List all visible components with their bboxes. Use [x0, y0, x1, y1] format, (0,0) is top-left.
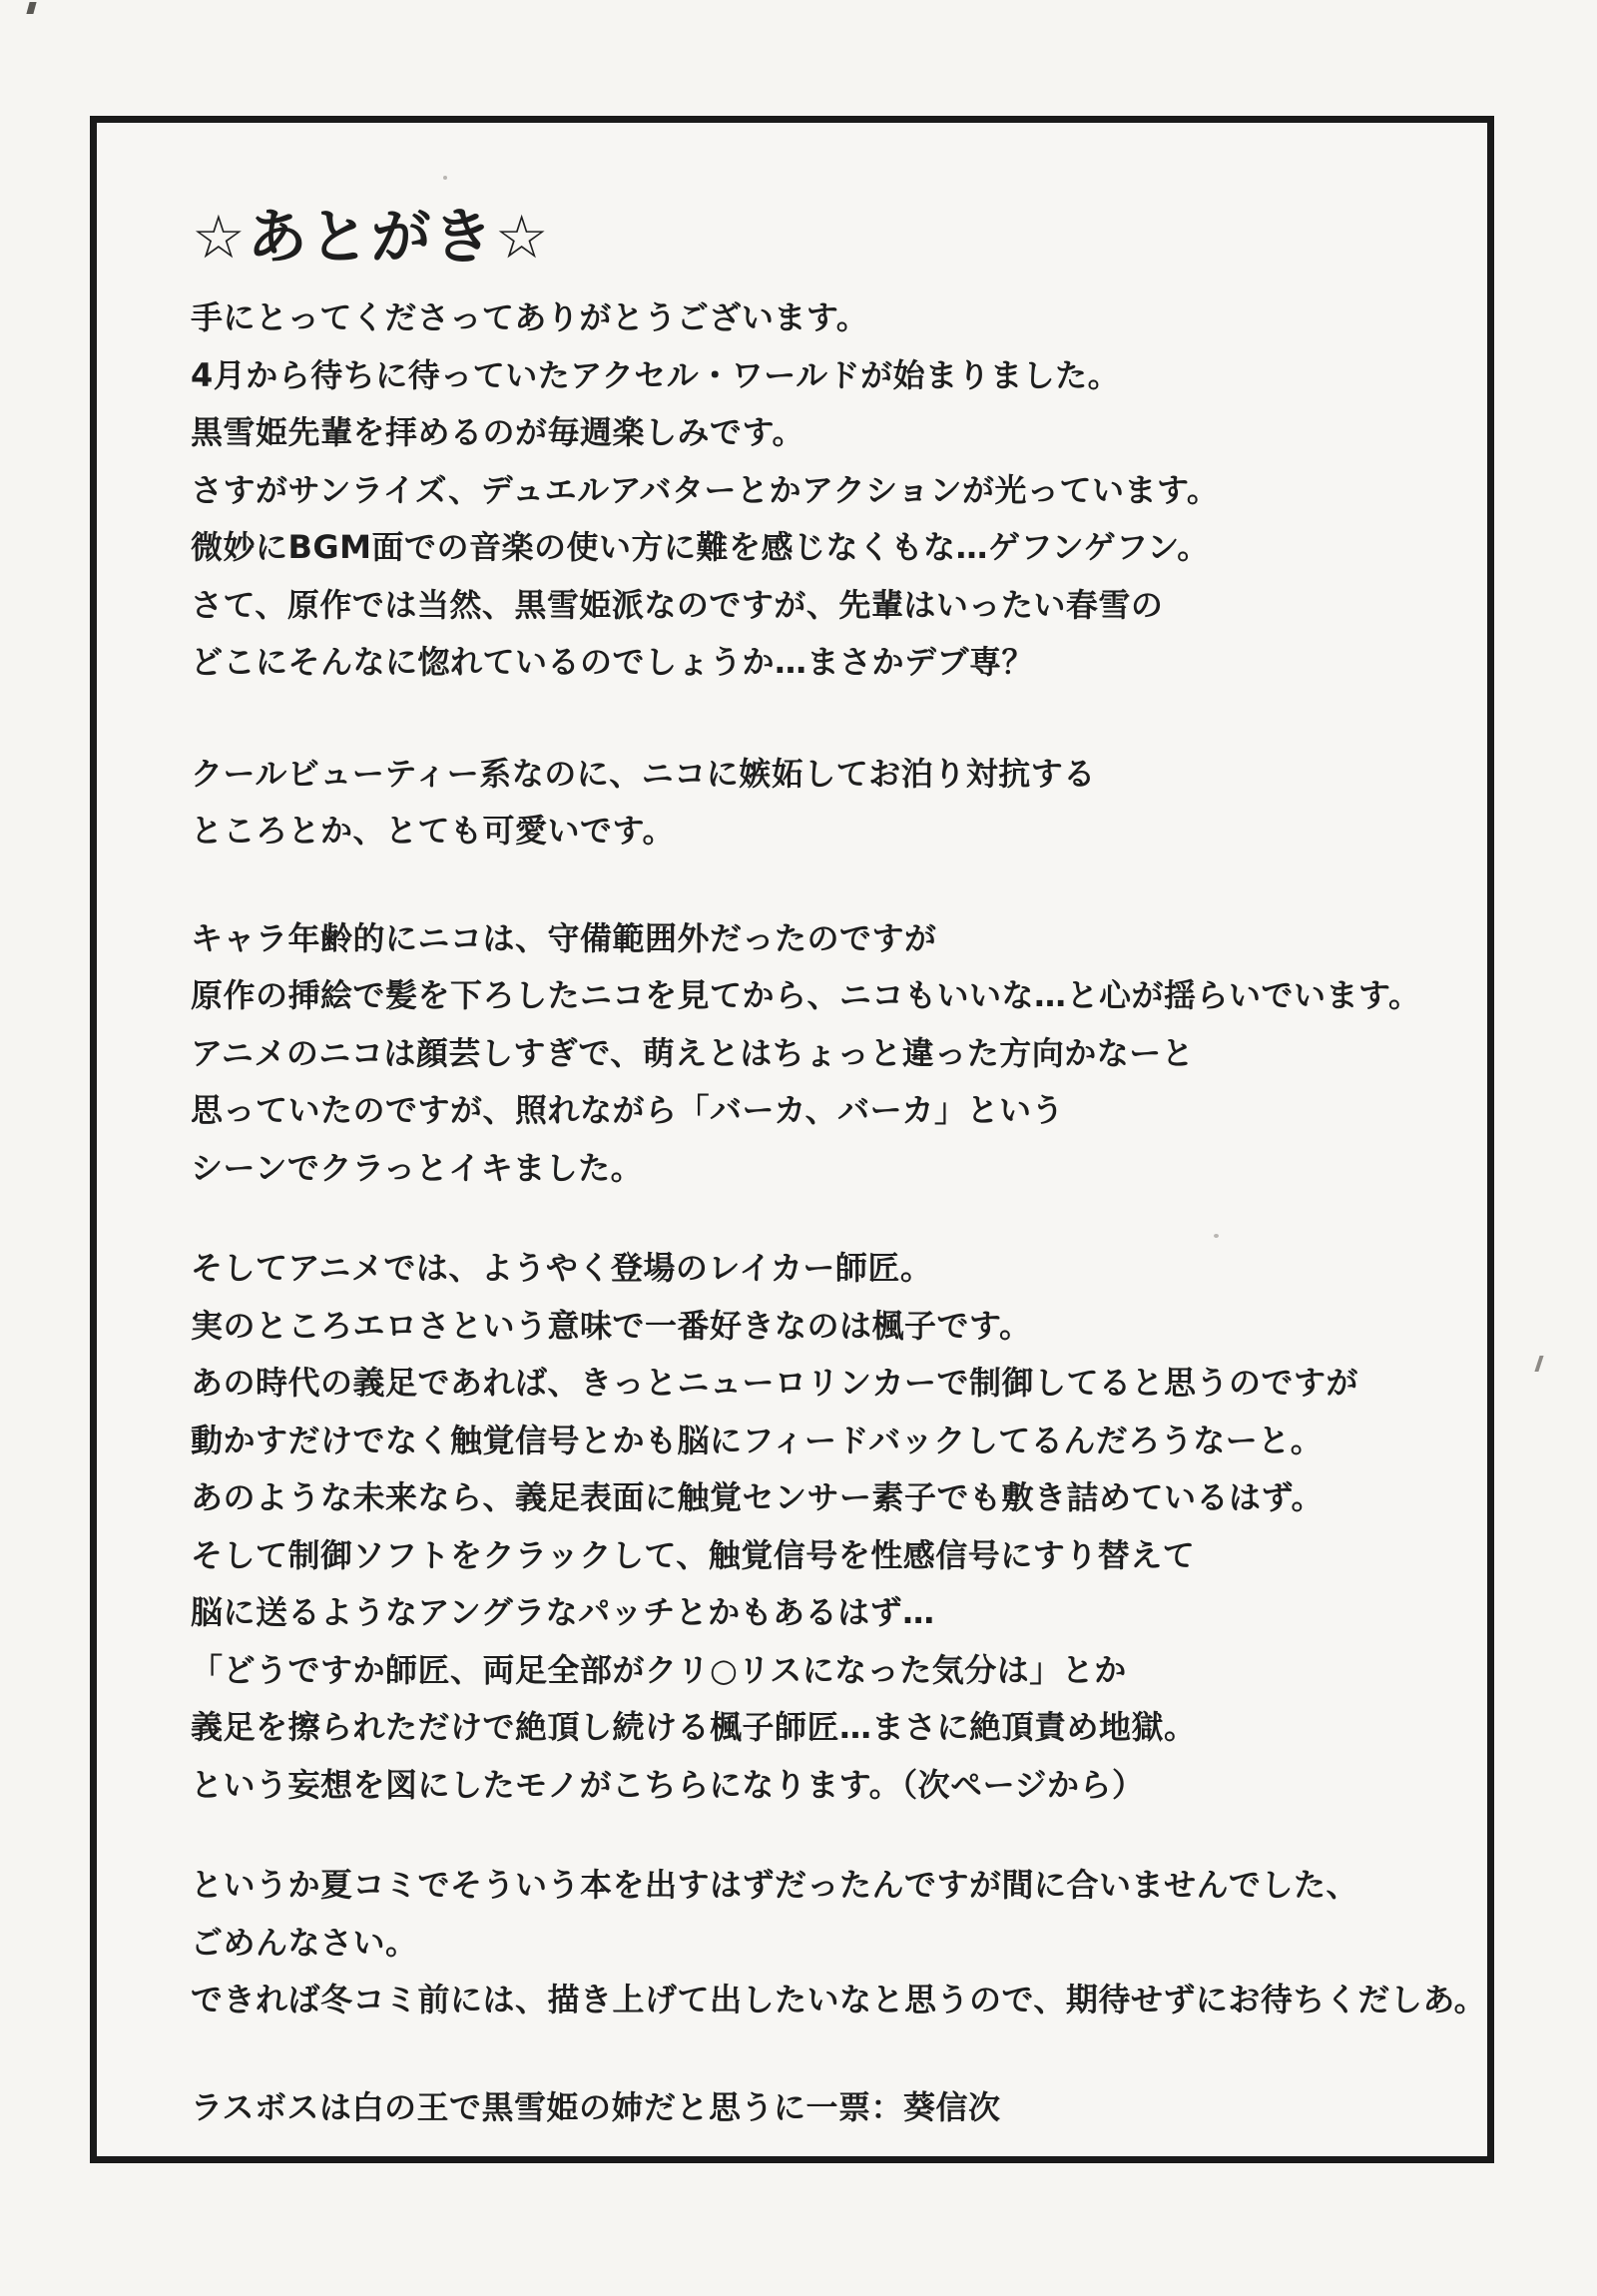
- text-line: というか夏コミでそういう本を出すはずだったんですが間に合いませんでした、: [191, 1866, 1359, 1904]
- text-line: さて、原作では当然、黒雪姫派なのですが、先輩はいったい春雪の: [191, 585, 1164, 624]
- text-line: 原作の挿絵で髪を下ろしたニコを見てから、ニコもいいな…と心が揺らいでいます。: [191, 976, 1421, 1014]
- text-line: そしてアニメでは、ようやく登場のレイカー師匠。: [191, 1249, 933, 1287]
- paragraph-signature: [191, 2079, 1488, 2137]
- paragraph-kuroyukihime: [191, 746, 1488, 861]
- text-line: キャラ年齢的にニコは、守備範囲外だったのですが: [191, 918, 937, 957]
- signature-line: ラスボスは白の王で黒雪姫の姉だと思うに一票：葵信次: [191, 2087, 1001, 2126]
- text-line: 微妙にBGM面での音楽の使い方に難を感じなくもな…ゲフンゲフン。: [191, 528, 1210, 566]
- text-line: アニメのニコは顔芸しすぎで、萌えとはちょっと違った方向かなーと: [191, 1033, 1195, 1072]
- text-line: という妄想を図にしたモノがこちらになります。（次ページから）: [191, 1765, 1145, 1804]
- scan-artifact: [443, 176, 447, 180]
- text-line: シーンでクラっとイキました。: [191, 1148, 644, 1187]
- scan-artifact: [26, 2, 36, 14]
- text-line: 手にとってくださってありがとうございます。: [191, 298, 869, 336]
- paragraph-raker: [191, 1240, 1488, 1814]
- scan-artifact: [1534, 1356, 1543, 1372]
- text-line: 4月から待ちに待っていたアクセル・ワールドが始まりました。: [191, 355, 1121, 394]
- text-line: 実のところエロさという意味で一番好きなのは楓子です。: [191, 1306, 1032, 1345]
- text-line: ごめんなさい。: [191, 1923, 418, 1962]
- text-line: さすがサンライズ、デュエルアバターとかアクションが光っています。: [191, 470, 1220, 509]
- page-title: ☆あとがき☆: [192, 203, 551, 273]
- text-line: 黒雪姫先輩を拝めるのが毎週楽しみです。: [191, 413, 804, 451]
- text-line: そして制御ソフトをクラックして、触覚信号を性感信号にすり替えて: [191, 1535, 1196, 1574]
- text-line: できれば冬コミ前には、描き上げて出したいなと思うので、期待せずにお待ちくだしあ。: [191, 1981, 1487, 2018]
- text-line: あの時代の義足であれば、きっとニューロリンカーで制御してると思うのですが: [191, 1364, 1359, 1402]
- paragraph-niko: [191, 910, 1488, 1198]
- text-line: どこにそんなに惚れているのでしょうか…まさかデブ専？: [191, 643, 1035, 681]
- paragraph-apology: [191, 1857, 1488, 2029]
- text-line: 義足を擦られただけで絶頂し続ける楓子師匠…まさに絶頂責め地獄。: [191, 1708, 1197, 1746]
- text-line: 動かすだけでなく触覚信号とかも脳にフィードバックしてるんだろうなーと。: [191, 1421, 1324, 1459]
- text-line: 「どうですか師匠、両足全部がクリ○リスになった気分は」とか: [191, 1650, 1127, 1689]
- text-line: クールビューティー系なのに、ニコに嫉妬してお泊り対抗する: [191, 754, 1096, 793]
- text-line: 思っていたのですが、照れながら「バーカ、バーカ」という: [191, 1091, 1064, 1129]
- text-line: あのような未来なら、義足表面に触覚センサー素子でも敷き詰めているはず。: [191, 1478, 1324, 1516]
- paragraph-intro: [191, 289, 1488, 692]
- scan-artifact: [1214, 1234, 1219, 1238]
- afterword-text-column: [191, 289, 1488, 2136]
- text-line: 脳に送るようなアングラなパッチとかもあるはず…: [191, 1593, 935, 1631]
- text-line: ところとか、とても可愛いです。: [191, 812, 675, 850]
